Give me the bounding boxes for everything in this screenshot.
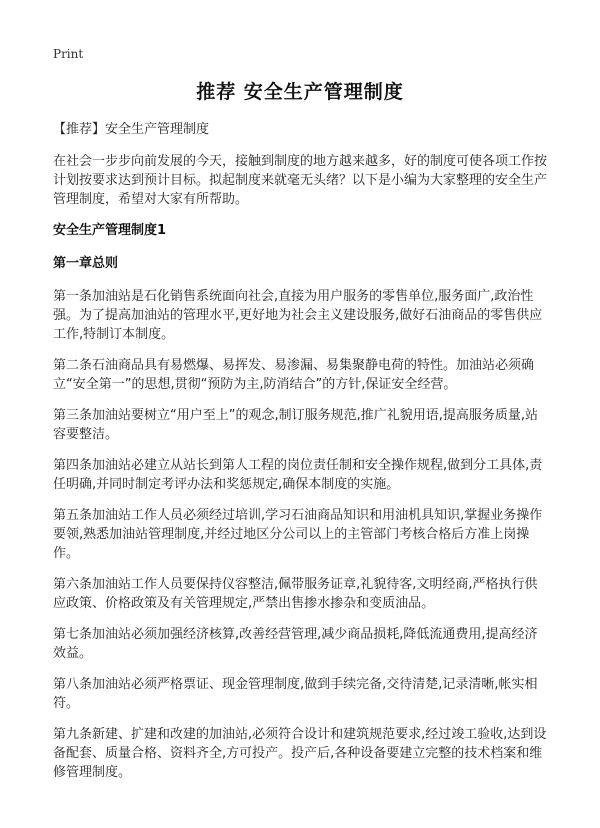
intro-paragraph: 在社会一步步向前发展的今天，接触到制度的地方越来越多，好的制度可使各项工作按计划按要求达到预计目标。拟起制度来就毫无头绪？以下是小编为大家整理的安全生产管理制度，希望对大家有所帮助。 [53,154,548,207]
article-4: 第四条加油站必建立从站长到第人工程的岗位责任制和安全操作规程,做到分工具体,责任明确,并同时制定考评办法和奖惩规定,确保本制度的实施。 [53,458,543,492]
article-3: 第三条加油站要树立“用户至上”的观念,制订服务规范,推广礼貌用语,提高服务质量,站容要整洁。 [53,408,538,442]
article-6: 第六条加油站工作人员要保持仪容整洁,佩带服务证章,礼貌待客,文明经商,严格执行供应政策、价格政策及有关管理规定,严禁出售掺水掺杂和变质油品。 [53,577,538,611]
article-7: 第七条加油站必须加强经济核算,改善经营管理,减少商品损耗,降低流通费用,提高经济效益。 [53,627,538,661]
article-9: 第九条新建、扩建和改建的加油站,必须符合设计和建筑规范要求,经过竣工验收,达到设备配套、质量合格、资料齐全,方可投产。投产后,各种设备要建立完整的技术档案和维修管理制度。 [53,727,547,780]
article-1: 第一条加油站是石化销售系统面向社会,直接为用户服务的零售单位,服务面广,政治性强。为了提高加油站的管理水平,更好地为社会主义建设服务,做好石油商品的零售供应工作,特制订本制度。 [53,289,543,342]
article-2: 第二条石油商品具有易燃爆、易挥发、易渗漏、易集聚静电荷的特性。加油站必须确立“安全第一”的思想,贯彻“预防为主,防消结合”的方针,保证安全经营。 [53,358,535,392]
chapter-title: 第一章总则 [53,256,119,271]
print-link[interactable]: Print [53,47,84,61]
article-8: 第八条加油站必须严格票证、现金管理制度,做到手续完备,交待清楚,记录清晰,帐实相符。 [53,677,538,711]
document-body [53,120,550,794]
document-title: 推荐 安全生产管理制度 [196,81,404,103]
article-5: 第五条加油站工作人员必须经过培训,学习石油商品知识和用油机具知识,掌握业务操作要领,熟悉加油站管理制度,并经过地区分公司以上的主管部门考核合格后方准上岗操作。 [53,508,543,561]
section-title: 安全生产管理制度1 [53,223,167,238]
tag-line: 【推荐】安全生产管理制度 [53,122,210,137]
